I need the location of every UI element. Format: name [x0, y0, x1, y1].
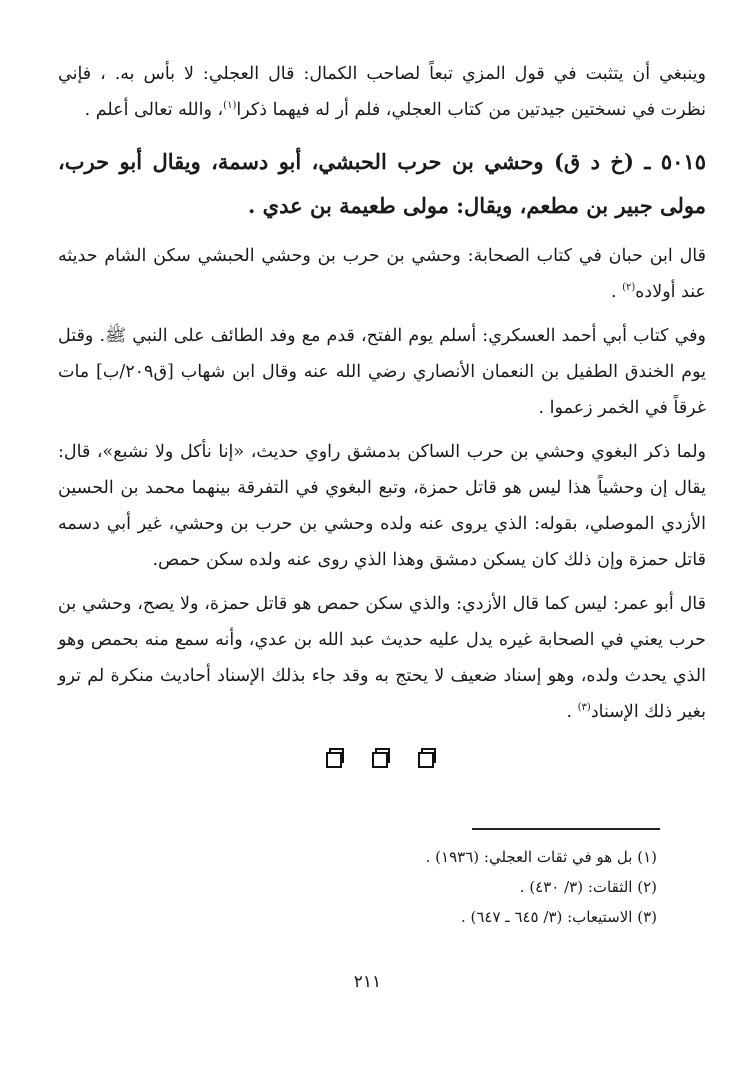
paragraph-text: قال أبو عمر: ليس كما قال الأزدي: والذي سكن حمص هو قاتل حمزة، ولا يصح، وحشي بن حرب يعني في الصحابة غيره يدل عليه حديث عبد الله بن عدي، وأنه سمع منه بحمص وهو الذي يحدث ولده، وهو إسناد ضعيف لا يحتج به وقد جاء بذلك الإسناد أحاديث منكرة لم ترو بغير ذلك الإسناد: [58, 594, 706, 722]
intro-tail: ، والله تعالى أعلم .: [84, 100, 224, 120]
page-body: [58, 52, 706, 768]
footnote-marker-1[interactable]: (١): [223, 100, 237, 112]
footnote-1: (١) بل هو في ثقات العجلي: (١٩٣٦) .: [425, 848, 657, 866]
footnote-3: (٣) الاستيعاب: (٣/ ٦٤٥ ـ ٦٤٧) .: [460, 908, 657, 926]
intro-text: وينبغي أن يتثبت في قول المزي تبعاً لصاحب الكمال: قال العجلي: لا بأس به. ، فإني نظرت في نسختين جيدتين من كتاب العجلي، فلم أر له فيهما ذكرا: [58, 64, 706, 120]
paragraph-tail: .: [566, 702, 578, 722]
paragraph-abu-umar: [58, 586, 706, 730]
paragraph-baghawi: ولما ذكر البغوي وحشي بن حرب الساكن بدمشق راوي حديث، «إنا نأكل ولا نشبع»، قال: يقال إن وحشياً هذا ليس هو قاتل حمزة، وتبع البغوي في التفرقة بينهما محمد بن الحسين الأزدي الموصلي، بقوله: الذي يروى عنه ولده وحشي بن حرب بن وحشي، غير أبي دسمه قاتل حمزة وإن ذلك كان يسكن دمشق وهذا الذي روى عنه ولده سكن حمص.: [58, 442, 706, 570]
footnote-marker-3[interactable]: (٣): [577, 702, 591, 714]
paragraph-ibn-hibban: [58, 238, 706, 310]
entry-heading: ٥٠١٥ ـ (خ د ق) وحشي بن حرب الحبشي، أبو دسمة، ويقال أبو حرب، مولى جبير بن مطعم، ويقال: مولى طعيمة بن عدي .: [58, 149, 706, 218]
square-ornament-icon: [326, 748, 346, 768]
page-number: ٢١١: [353, 972, 382, 992]
square-ornament-icon: [418, 748, 438, 768]
paragraph-askari: وفي كتاب أبي أحمد العسكري: أسلم يوم الفتح، قدم مع وفد الطائف على النبي ﷺ. وقتل يوم الخندق الطفيل بن النعمان الأنصاري رضي الله عنه وقال ابن شهاب [ق٢٠٩/ب] مات غرقاً في الخمر زعموا .: [58, 326, 706, 418]
square-ornament-icon: [372, 748, 392, 768]
footnote-2: (٢) الثقات: (٣/ ٤٣٠) .: [519, 878, 657, 896]
paragraph-tail: .: [610, 282, 623, 302]
section-separator: [58, 748, 706, 768]
paragraph-text: قال ابن حبان في كتاب الصحابة: وحشي بن حرب بن وحشي الحبشي سكن الشام حديثه عند أولاده: [58, 246, 706, 302]
footnotes-section: [97, 842, 657, 932]
intro-paragraph: [58, 56, 706, 128]
footnote-divider: [472, 828, 660, 830]
footnote-marker-2[interactable]: (٢): [622, 282, 636, 294]
